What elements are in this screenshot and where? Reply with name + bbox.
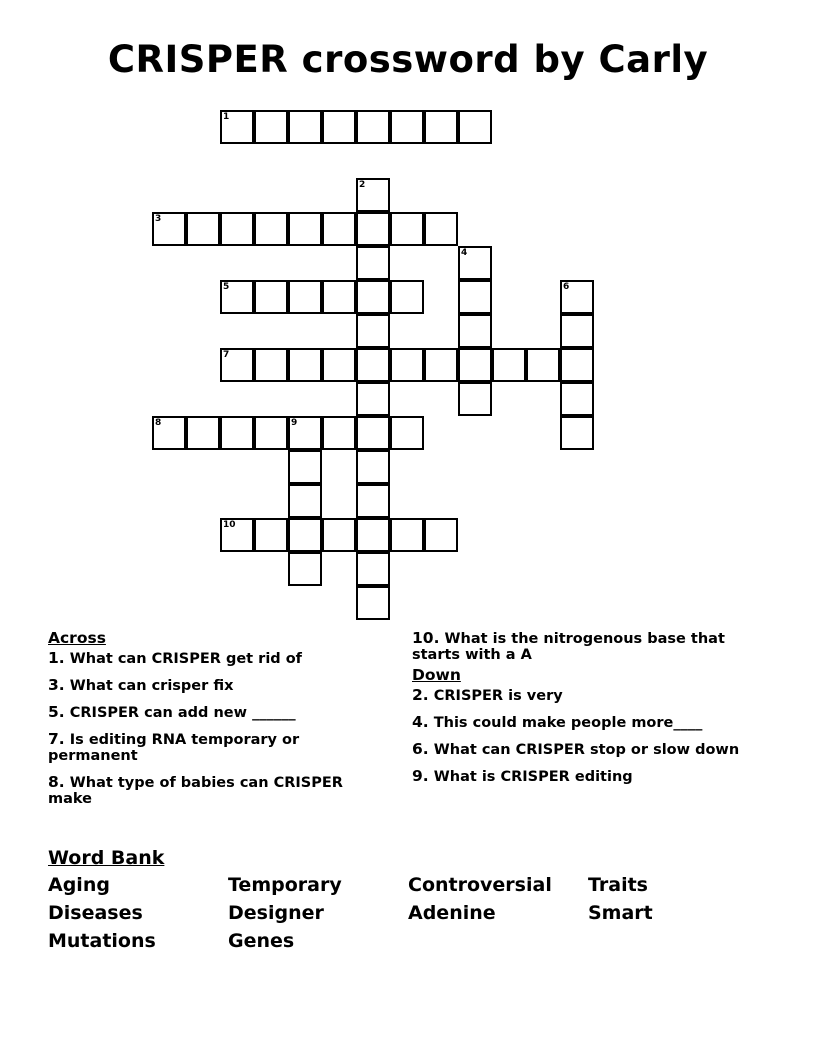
grid-cell[interactable] [390,212,424,246]
clue-number-label: 4 [461,248,468,258]
clue-number-label: 8 [155,418,162,428]
clue-number: 5. [48,703,65,721]
across-clue-7 [48,731,368,764]
grid-cell[interactable] [254,518,288,552]
down-clue-2 [412,687,762,704]
grid-cell[interactable] [458,280,492,314]
grid-cell[interactable] [356,586,390,620]
grid-cell[interactable] [356,518,390,552]
grid-cell[interactable] [356,280,390,314]
clue-text: What can crisper fix [69,678,234,694]
clues-left-column [48,630,368,817]
clue-number: 1. [48,649,65,667]
across-clue-5 [48,704,368,721]
down-clue-6 [412,741,762,758]
grid-cell[interactable] [254,416,288,450]
grid-cell[interactable] [560,348,594,382]
word-bank-item: Mutations [48,930,156,952]
grid-cell[interactable] [356,416,390,450]
grid-cell[interactable] [424,110,458,144]
clue-text: What can CRISPER stop or slow down [433,742,740,758]
grid-cell[interactable] [186,416,220,450]
word-bank-item: Diseases [48,902,143,924]
word-bank-item: Temporary [228,874,342,896]
down-heading: Down [412,666,461,684]
grid-cell[interactable] [152,416,186,450]
grid-cell[interactable] [254,110,288,144]
clue-number: 3. [48,676,65,694]
grid-cell[interactable] [390,280,424,314]
grid-cell[interactable] [220,348,254,382]
clue-number: 8. [48,773,65,791]
clue-number: 6. [412,740,429,758]
clue-number-label: 9 [291,418,298,428]
grid-cell[interactable] [526,348,560,382]
grid-cell[interactable] [288,280,322,314]
page-title: CRISPER crossword by Carly [107,38,709,81]
grid-cell[interactable] [220,110,254,144]
grid-cell[interactable] [424,212,458,246]
word-bank-item: Aging [48,874,110,896]
clue-text: This could make people more____ [433,715,703,731]
across-clue-8 [48,774,368,807]
clue-number-label: 5 [223,282,230,292]
grid-cell[interactable] [356,552,390,586]
grid-cell[interactable] [492,348,526,382]
word-bank-item: Smart [588,902,653,924]
grid-cell[interactable] [356,110,390,144]
grid-cell[interactable] [390,518,424,552]
word-bank-item: Adenine [408,902,496,924]
grid-cell[interactable] [254,280,288,314]
clue-number-label: 7 [223,350,230,360]
clue-text: What is the nitrogenous base that starts with a A [412,631,725,663]
grid-cell[interactable] [560,416,594,450]
grid-cell[interactable] [288,212,322,246]
clues-right-column [412,630,762,795]
grid-cell[interactable] [390,348,424,382]
grid-cell[interactable] [322,110,356,144]
word-bank-item: Genes [228,930,295,952]
grid-cell[interactable] [424,518,458,552]
grid-cell[interactable] [220,518,254,552]
grid-cell[interactable] [322,518,356,552]
grid-cell[interactable] [288,450,322,484]
grid-cell[interactable] [220,416,254,450]
grid-cell[interactable] [322,348,356,382]
grid-cell[interactable] [458,348,492,382]
clue-number-label: 3 [155,214,162,224]
grid-cell[interactable] [458,382,492,416]
word-bank [48,873,768,953]
grid-cell[interactable] [458,110,492,144]
grid-cell[interactable] [356,450,390,484]
clue-number-label: 6 [563,282,570,292]
grid-cell[interactable] [152,212,186,246]
grid-cell[interactable] [322,416,356,450]
grid-cell[interactable] [254,212,288,246]
grid-cell[interactable] [390,416,424,450]
clue-number: 7. [48,730,65,748]
clue-text: CRISPER can add new ______ [69,705,296,721]
grid-cell[interactable] [288,110,322,144]
grid-cell[interactable] [356,484,390,518]
word-bank-item: Designer [228,902,324,924]
grid-cell[interactable] [424,348,458,382]
grid-cell[interactable] [254,348,288,382]
grid-cell[interactable] [356,382,390,416]
grid-cell[interactable] [288,348,322,382]
across-clue-3 [48,677,368,694]
clue-text: Is editing RNA temporary or permanent [48,732,300,764]
grid-cell[interactable] [322,212,356,246]
grid-cell[interactable] [356,246,390,280]
grid-cell[interactable] [560,314,594,348]
word-bank-item: Controversial [408,874,552,896]
clue-number-label: 10 [223,520,236,530]
grid-cell[interactable] [560,382,594,416]
word-bank-heading: Word Bank [48,847,165,869]
grid-cell[interactable] [186,212,220,246]
grid-cell[interactable] [356,212,390,246]
grid-cell[interactable] [458,314,492,348]
grid-cell[interactable] [288,484,322,518]
down-clue-9 [412,768,762,785]
grid-cell[interactable] [220,212,254,246]
grid-cell[interactable] [458,246,492,280]
across-heading: Across [48,629,106,647]
clue-number-label: 1 [223,112,230,122]
grid-cell[interactable] [288,552,322,586]
clue-number: 9. [412,767,429,785]
across-clue-10 [412,630,762,663]
clue-number-label: 2 [359,180,366,190]
word-bank-item: Traits [588,874,648,896]
grid-cell[interactable] [560,280,594,314]
clue-number: 4. [412,713,429,731]
grid-cell[interactable] [356,314,390,348]
grid-cell[interactable] [288,518,322,552]
grid-cell[interactable] [356,348,390,382]
across-clue-1 [48,650,368,667]
clue-text: CRISPER is very [433,688,563,704]
grid-cell[interactable] [288,416,322,450]
grid-cell[interactable] [356,178,390,212]
clue-text: What is CRISPER editing [433,769,633,785]
clue-text: What can CRISPER get rid of [69,651,302,667]
grid-cell[interactable] [220,280,254,314]
clue-number: 2. [412,686,429,704]
clue-number: 10. [412,629,440,647]
grid-cell[interactable] [390,110,424,144]
grid-cell[interactable] [322,280,356,314]
clue-text: What type of babies can CRISPER make [48,775,343,807]
down-clue-4 [412,714,762,731]
